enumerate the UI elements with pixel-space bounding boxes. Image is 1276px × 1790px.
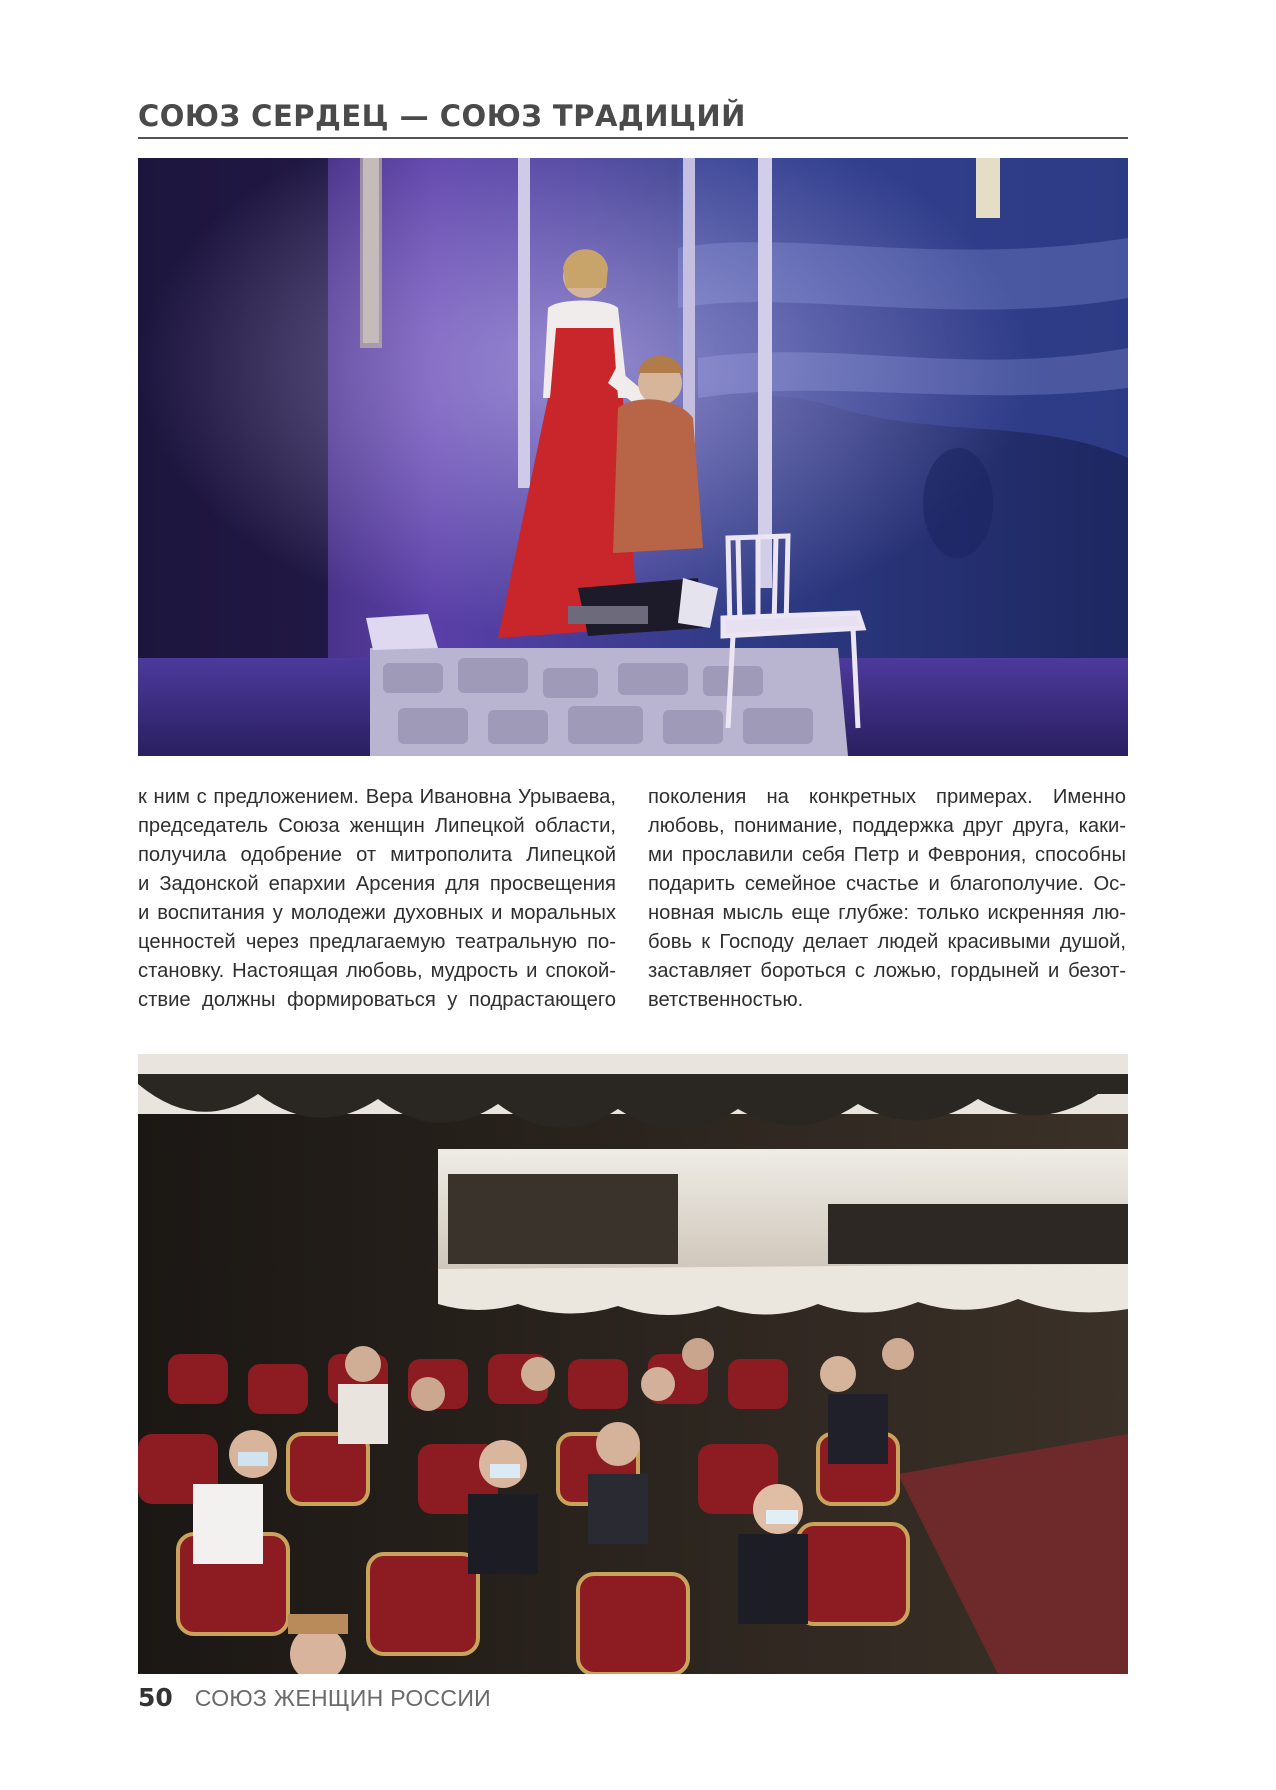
text-line: к ним с предложением. Вера Ивановна Урываева, [138, 786, 616, 808]
text-line: заставляет бороться с ложью, гордыней и безот- [648, 960, 1126, 982]
text-line: бовь к Господу делает людей красивыми душой, [648, 931, 1126, 953]
magazine-name: СОЮЗ ЖЕНЩИН РОССИИ [194, 1685, 491, 1711]
stage-performance-photo [138, 158, 1128, 756]
article-text-left-column [138, 783, 616, 1015]
text-line: поколения на конкретных примерах. Именно [648, 786, 1126, 808]
text-line: и воспитания у молодежи духовных и моральных [138, 902, 616, 924]
text-line: ветственностью. [648, 989, 804, 1011]
audience-hall-photo [138, 1054, 1128, 1674]
text-line: ценностей через предлагаемую театральную по- [138, 931, 616, 953]
text-line: становку. Настоящая любовь, мудрость и спокой- [138, 960, 616, 982]
text-line: получила одобрение от митрополита Липецкой [138, 844, 616, 866]
text-line: и Задонской епархии Арсения для просвещения [138, 873, 616, 895]
text-line: подарить семейное счастье и благополучие. Ос- [648, 873, 1126, 895]
text-line: любовь, понимание, поддержка друг друга, каки- [648, 815, 1126, 837]
title-divider [138, 137, 1128, 139]
text-line: председатель Союза женщин Липецкой области, [138, 815, 616, 837]
article-text-right-column [648, 783, 1126, 1015]
page-number: 50 [138, 1683, 173, 1712]
text-line: ствие должны формироваться у подрастающего [138, 989, 616, 1011]
text-line: ми прославили себя Петр и Феврония, способны [648, 844, 1126, 866]
text-line: новная мысль еще глубже: только искренняя лю- [648, 902, 1126, 924]
page-footer [138, 1683, 491, 1719]
section-title: СОЮЗ СЕРДЕЦ — СОЮЗ ТРАДИЦИЙ [138, 99, 746, 133]
